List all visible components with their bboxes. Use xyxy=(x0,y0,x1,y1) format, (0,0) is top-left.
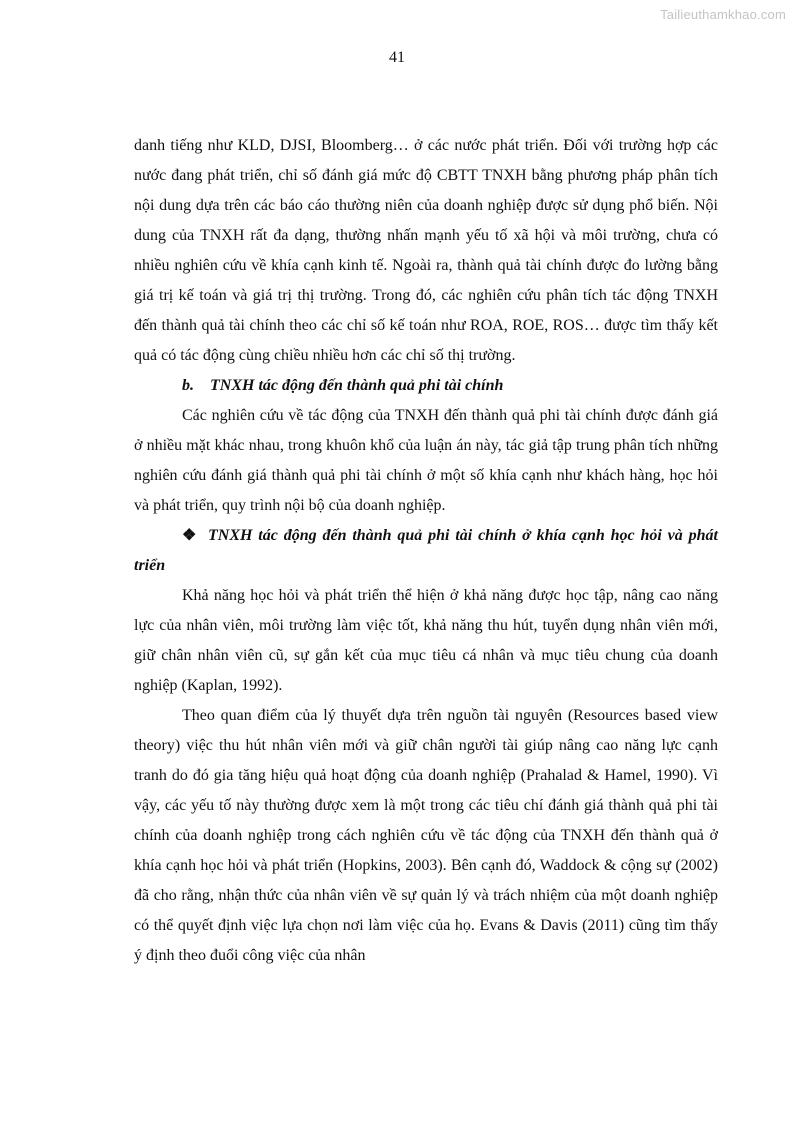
paragraph-learning-growth: Khả năng học hỏi và phát triển thể hiện ở khả năng được học tập, nâng cao năng lực của nhân viên, môi trường làm việc tốt, khả năng thu hút, tuyển dụng nhân viên mới, giữ chân nhân viên cũ, sự gắn kết của mục tiêu cá nhân và mục tiêu chung của doanh nghiệp (Kaplan, 1992). xyxy=(134,587,718,694)
document-body xyxy=(134,131,718,971)
section-heading-label: b. xyxy=(182,377,194,394)
paragraph-continuation: danh tiếng như KLD, DJSI, Bloomberg… ở các nước phát triển. Đối với trường hợp các nước đang phát triển, chỉ số đánh giá mức độ CBTT TNXH bằng phương pháp phân tích nội dung dựa trên các báo cáo thường niên của doanh nghiệp được sử dụng phổ biến. Nội dung của TNXH rất đa dạng, thường nhấn mạnh yếu tố xã hội và môi trường, chưa có nhiều nghiên cứu về khía cạnh kinh tế. Ngoài ra, thành quả tài chính được đo lường bằng giá trị kế toán và giá trị thị trường. Trong đó, các nghiên cứu phân tích tác động TNXH đến thành quả tài chính theo các chỉ số kế toán như ROA, ROE, ROS… được tìm thấy kết quả có tác động cùng chiều nhiều hơn các chỉ số thị trường. xyxy=(134,137,718,364)
diamond-bullet-icon: ❖ xyxy=(182,527,197,544)
paragraph-resource-based-view: Theo quan điểm của lý thuyết dựa trên nguồn tài nguyên (Resources based view theory) việc thu hút nhân viên mới và giữ chân người tài giúp nâng cao năng lực cạnh tranh do đó gia tăng hiệu quả hoạt động của doanh nghiệp (Prahalad & Hamel, 1990). Vì vậy, các yếu tố này thường được xem là một trong các tiêu chí đánh giá thành quả phi tài chính của doanh nghiệp trong cách nghiên cứu về tác động của TNXH đến thành quả ở khía cạnh học hỏi và phát triển (Hopkins, 2003). Bên cạnh đó, Waddock & cộng sự (2002) đã cho rằng, nhận thức của nhân viên về sự quản lý và trách nhiệm của một doanh nghiệp có thể quyết định việc lựa chọn nơi làm việc của họ. Evans & Davis (2011) cũng tìm thấy ý định theo đuổi công việc của nhân xyxy=(134,707,718,964)
watermark: Tailieuthamkhao.com xyxy=(660,7,786,22)
section-heading-text: TNXH tác động đến thành quả phi tài chính xyxy=(210,377,504,394)
subsection-heading xyxy=(134,521,718,581)
section-heading-b xyxy=(134,371,718,401)
page-number: 41 xyxy=(389,49,405,66)
paragraph-non-financial-intro: Các nghiên cứu về tác động của TNXH đến thành quả phi tài chính được đánh giá ở nhiều mặt khác nhau, trong khuôn khổ của luận án này, tác giả tập trung phân tích những nghiên cứu đánh giá thành quả phi tài chính ở một số khía cạnh như khách hàng, học hỏi và phát triển, quy trình nội bộ của doanh nghiệp. xyxy=(134,407,718,514)
subsection-heading-text: TNXH tác động đến thành quả phi tài chính ở khía cạnh học hỏi và phát triển xyxy=(134,527,718,574)
